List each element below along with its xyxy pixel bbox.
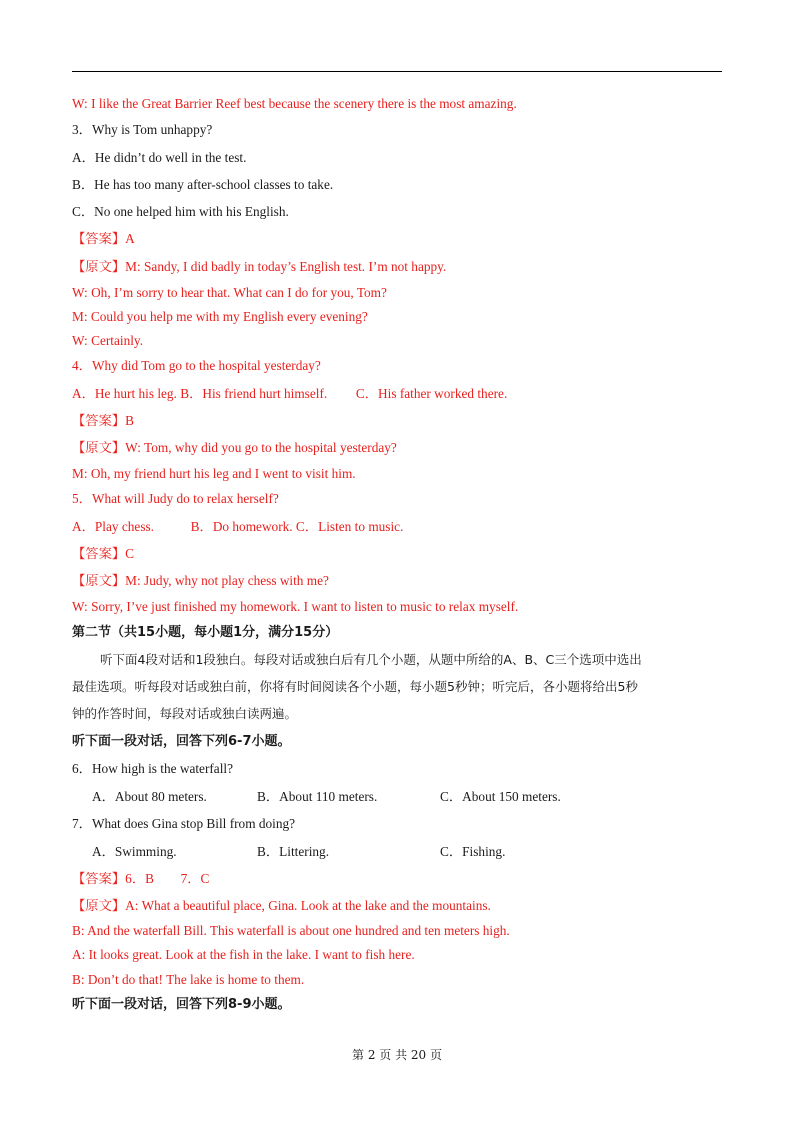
answer-5: 【答案】C bbox=[72, 546, 135, 561]
page-number: 第 2 页 共 20 页 bbox=[352, 1048, 442, 1062]
listen-instruction-6-7: 听下面一段对话，回答下列6-7小题。 bbox=[72, 734, 291, 749]
transcript-3-line-4: W: Certainly. bbox=[72, 333, 144, 348]
q5-option-b: B．Do homework. bbox=[190, 519, 293, 534]
q6-option-b: B．About 110 meters. bbox=[257, 789, 378, 804]
transcript-4-line-2: M: Oh, my friend hurt his leg and I went to visit him. bbox=[72, 466, 356, 481]
q7-option-a: A．Swimming. bbox=[92, 844, 177, 859]
q5-option-a: A．Play chess. bbox=[72, 519, 154, 534]
transcript-3-line-2: W: Oh, I’m sorry to hear that. What can I do for you, Tom? bbox=[72, 285, 387, 300]
instructions-line-1: 听下面4段对话和1段独白。每段对话或独白后有几个小题，从题中所给的A、B、C三个选项中选出 bbox=[100, 652, 642, 667]
section-2-heading: 第二节（共15小题，每小题1分，满分15分） bbox=[72, 625, 339, 640]
question-7: 7．What does Gina stop Bill from doing? bbox=[72, 816, 296, 831]
transcript-6-7-line-4: B: Don’t do that! The lake is home to them. bbox=[72, 972, 305, 987]
transcript-6-7-line-2: B: And the waterfall Bill. This waterfall is about one hundred and ten meters high. bbox=[72, 923, 510, 938]
transcript-4-line-1: 【原文】W: Tom, why did you go to the hospital yesterday? bbox=[72, 440, 397, 455]
transcript-3-line-1: 【原文】M: Sandy, I did badly in today’s English test. I’m not happy. bbox=[72, 259, 447, 274]
question-4: 4．Why did Tom go to the hospital yesterday? bbox=[72, 358, 321, 373]
instructions-line-2: 最佳选项。听每段对话或独白前，你将有时间阅读各个小题，每小题5秒钟；听完后，各小题将给出5秒 bbox=[72, 679, 638, 694]
q7-option-c: C．Fishing. bbox=[440, 844, 506, 859]
answer-3: 【答案】A bbox=[72, 231, 135, 246]
answer-6-7: 【答案】6．B 7．C bbox=[72, 871, 210, 886]
q4-option-b: B．His friend hurt himself. bbox=[180, 386, 328, 401]
q6-option-a: A．About 80 meters. bbox=[92, 789, 207, 804]
q6-option-c: C．About 150 meters. bbox=[440, 789, 561, 804]
question-3: 3．Why is Tom unhappy? bbox=[72, 122, 213, 137]
q5-options bbox=[72, 519, 403, 535]
q4-option-a: A．He hurt his leg. bbox=[72, 386, 177, 401]
question-6: 6．How high is the waterfall? bbox=[72, 761, 233, 776]
transcript-5-line-2: W: Sorry, I’ve just finished my homework. I want to listen to music to relax myself. bbox=[72, 599, 519, 614]
answer-4: 【答案】B bbox=[72, 413, 135, 428]
question-5: 5．What will Judy do to relax herself? bbox=[72, 491, 279, 506]
transcript-3-line-3: M: Could you help me with my English every evening? bbox=[72, 309, 368, 324]
q5-option-c: C．Listen to music. bbox=[295, 519, 404, 534]
transcript-6-7-line-3: A: It looks great. Look at the fish in the lake. I want to fish here. bbox=[72, 947, 415, 962]
q4-option-c: C．His father worked there. bbox=[355, 386, 508, 401]
listen-instruction-8-9: 听下面一段对话，回答下列8-9小题。 bbox=[72, 997, 291, 1012]
q7-option-b: B．Littering. bbox=[257, 844, 330, 859]
q3-option-a: A．He didn’t do well in the test. bbox=[72, 150, 247, 165]
transcript-6-7-line-1: 【原文】A: What a beautiful place, Gina. Look at the lake and the mountains. bbox=[72, 898, 491, 913]
header-rule bbox=[72, 71, 722, 72]
q3-option-b: B．He has too many after-school classes to take. bbox=[72, 177, 334, 192]
q4-options bbox=[72, 386, 507, 402]
instructions-line-3: 钟的作答时间，每段对话或独白读两遍。 bbox=[72, 706, 298, 721]
transcript-5-line-1: 【原文】M: Judy, why not play chess with me? bbox=[72, 573, 329, 588]
transcript-line: W: I like the Great Barrier Reef best because the scenery there is the most amazing. bbox=[72, 96, 517, 111]
q3-option-c: C．No one helped him with his English. bbox=[72, 204, 289, 219]
